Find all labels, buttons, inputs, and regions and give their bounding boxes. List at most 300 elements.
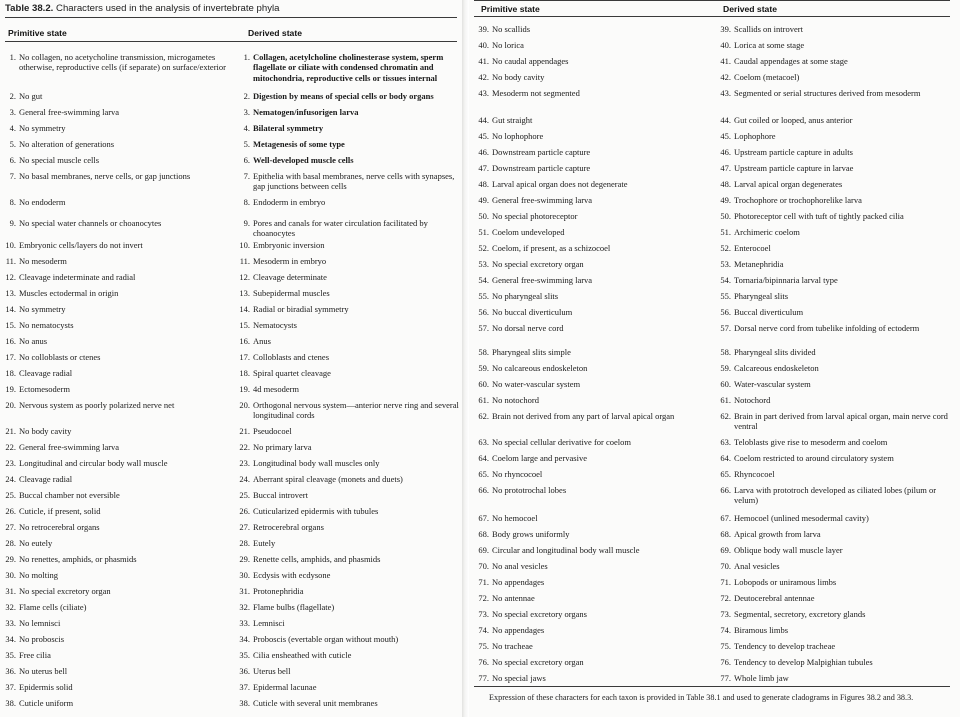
primitive-state-text: Nervous system as poorly polarized nerve net xyxy=(19,400,175,410)
primitive-state-cell xyxy=(473,485,711,495)
character-number: 6. xyxy=(9,155,16,165)
primitive-state-cell xyxy=(0,666,235,676)
character-number: 71. xyxy=(478,577,489,587)
derived-state-text: Uterus bell xyxy=(253,666,291,676)
character-number: 60. xyxy=(720,379,731,389)
primitive-state-text: Cuticle uniform xyxy=(19,698,74,708)
primitive-state-text: No renettes, amphids, or phasmids xyxy=(19,554,137,564)
derived-state-text: Digestion by means of special cells or body organs xyxy=(253,91,434,101)
character-number: 61. xyxy=(478,395,489,405)
character-number: 33. xyxy=(239,618,250,628)
character-number: 47. xyxy=(720,163,731,173)
primitive-state-text: No special cellular derivative for coelom xyxy=(492,437,632,447)
derived-state-text: Whole limb jaw xyxy=(734,673,789,683)
derived-state-text: Larva with prototroch developed as ciliated lobes (pilum or velum) xyxy=(734,485,937,506)
derived-state-cell xyxy=(234,272,459,282)
derived-state-text: Spiral quartet cleavage xyxy=(253,368,331,378)
primitive-state-text: No special excretory organ xyxy=(492,259,584,269)
character-number: 21. xyxy=(239,426,250,436)
character-number: 38. xyxy=(239,698,250,708)
character-number: 9. xyxy=(9,218,16,228)
derived-state-text: Biramous limbs xyxy=(734,625,789,635)
primitive-state-text: Larval apical organ does not degenerate xyxy=(492,179,628,189)
character-number: 19. xyxy=(239,384,250,394)
character-number: 14. xyxy=(5,304,16,314)
primitive-state-text: No dorsal nerve cord xyxy=(492,323,564,333)
primitive-state-text: No special photoreceptor xyxy=(492,211,578,221)
right-derived-state-header: Derived state xyxy=(723,4,777,14)
primitive-state-text: No lemnisci xyxy=(19,618,61,628)
derived-state-text: Coelom (metacoel) xyxy=(734,72,800,82)
primitive-state-cell xyxy=(473,577,711,587)
primitive-state-text: Cleavage radial xyxy=(19,474,73,484)
derived-state-text: Photoreceptor cell with tuft of tightly packed cilia xyxy=(734,211,904,221)
character-number: 53. xyxy=(720,259,731,269)
character-number: 12. xyxy=(5,272,16,282)
character-number: 43. xyxy=(478,88,489,98)
right-header-rule xyxy=(474,16,950,17)
derived-state-text: Enterocoel xyxy=(734,243,771,253)
derived-state-text: 4d mesoderm xyxy=(253,384,300,394)
primitive-state-text: General free-swimming larva xyxy=(492,195,593,205)
derived-state-cell xyxy=(234,650,459,660)
derived-state-cell xyxy=(715,131,953,141)
header-rule xyxy=(5,41,457,42)
primitive-state-text: No buccal diverticulum xyxy=(492,307,573,317)
primitive-state-text: No symmetry xyxy=(19,123,66,133)
primitive-state-text: General free-swimming larva xyxy=(19,107,120,117)
derived-state-text: Pharyngeal slits xyxy=(734,291,789,301)
primitive-state-text: No anus xyxy=(19,336,48,346)
primitive-state-text: No lophophore xyxy=(492,131,544,141)
derived-state-text: Segmental, secretory, excretory glands xyxy=(734,609,866,619)
derived-state-cell xyxy=(234,304,459,314)
primitive-state-text: Muscles ectodermal in origin xyxy=(19,288,119,298)
primitive-state-text: No anal vesicles xyxy=(492,561,548,571)
derived-state-cell xyxy=(715,307,953,317)
right-top-rule xyxy=(474,0,950,1)
character-number: 45. xyxy=(478,131,489,141)
character-number: 59. xyxy=(720,363,731,373)
derived-state-text: Flame bulbs (flagellate) xyxy=(253,602,335,612)
primitive-state-cell xyxy=(0,256,235,266)
derived-state-text: Deutocerebral antennae xyxy=(734,593,815,603)
primitive-state-cell xyxy=(0,288,235,298)
primitive-state-cell xyxy=(0,240,235,250)
primitive-state-cell xyxy=(0,490,235,500)
derived-state-cell xyxy=(234,506,459,516)
derived-state-cell xyxy=(715,195,953,205)
derived-state-cell xyxy=(234,474,459,484)
character-number: 26. xyxy=(239,506,250,516)
derived-state-header: Derived state xyxy=(248,28,302,38)
derived-state-cell xyxy=(234,320,459,330)
derived-state-text: Bilateral symmetry xyxy=(253,123,324,133)
primitive-state-text: No basal membranes, nerve cells, or gap junctions xyxy=(19,171,191,181)
character-number: 68. xyxy=(720,529,731,539)
primitive-state-text: No scallids xyxy=(492,24,531,34)
primitive-state-cell xyxy=(473,131,711,141)
primitive-state-cell xyxy=(0,538,235,548)
character-number: 60. xyxy=(478,379,489,389)
primitive-state-cell xyxy=(0,474,235,484)
character-number: 62. xyxy=(478,411,489,421)
derived-state-text: Upstream particle capture in adults xyxy=(734,147,853,157)
derived-state-cell xyxy=(234,155,459,165)
primitive-state-text: No water-vascular system xyxy=(492,379,581,389)
primitive-state-cell xyxy=(473,513,711,523)
primitive-state-text: No tracheae xyxy=(492,641,533,651)
derived-state-text: Segmented or serial structures derived from mesoderm xyxy=(734,88,921,98)
primitive-state-cell xyxy=(473,307,711,317)
primitive-state-text: No notochord xyxy=(492,395,539,405)
derived-state-text: Buccal introvert xyxy=(253,490,308,500)
primitive-state-text: No colloblasts or ctenes xyxy=(19,352,101,362)
derived-state-text: Buccal diverticulum xyxy=(734,307,804,317)
derived-state-text: Upstream particle capture in larvae xyxy=(734,163,854,173)
character-number: 29. xyxy=(5,554,16,564)
primitive-state-cell xyxy=(473,395,711,405)
character-number: 3. xyxy=(243,107,250,117)
primitive-state-text: Longitudinal and circular body wall muscle xyxy=(19,458,168,468)
derived-state-cell xyxy=(234,171,459,192)
derived-state-text: Epidermal lacunae xyxy=(253,682,317,692)
primitive-state-cell xyxy=(473,56,711,66)
character-number: 38. xyxy=(5,698,16,708)
derived-state-text: Water-vascular system xyxy=(734,379,811,389)
character-number: 72. xyxy=(720,593,731,603)
derived-state-cell xyxy=(715,453,953,463)
character-number: 65. xyxy=(478,469,489,479)
derived-state-text: Caudal appendages at some stage xyxy=(734,56,848,66)
derived-state-text: Proboscis (evertable organ without mouth) xyxy=(253,634,399,644)
derived-state-cell xyxy=(234,368,459,378)
character-number: 34. xyxy=(239,634,250,644)
primitive-state-text: Flame cells (ciliate) xyxy=(19,602,87,612)
primitive-state-cell xyxy=(473,24,711,34)
primitive-state-cell xyxy=(0,522,235,532)
primitive-state-text: Coelom large and pervasive xyxy=(492,453,587,463)
derived-state-cell xyxy=(234,698,459,708)
derived-state-text: Cuticularized epidermis with tubules xyxy=(253,506,379,516)
derived-state-cell xyxy=(715,577,953,587)
derived-state-text: Subepidermal muscles xyxy=(253,288,330,298)
character-number: 26. xyxy=(5,506,16,516)
character-number: 66. xyxy=(478,485,489,495)
character-number: 44. xyxy=(478,115,489,125)
derived-state-cell xyxy=(715,211,953,221)
primitive-state-cell xyxy=(473,411,711,421)
primitive-state-text: No prototrochal lobes xyxy=(492,485,567,495)
character-number: 41. xyxy=(478,56,489,66)
derived-state-text: No primary larva xyxy=(253,442,312,452)
character-number: 42. xyxy=(478,72,489,82)
primitive-state-cell xyxy=(473,657,711,667)
bottom-rule xyxy=(474,686,950,687)
primitive-state-text: Gut straight xyxy=(492,115,533,125)
derived-state-text: Trochophore or trochophorelike larva xyxy=(734,195,862,205)
primitive-state-cell xyxy=(473,179,711,189)
derived-state-cell xyxy=(234,682,459,692)
derived-state-cell xyxy=(715,259,953,269)
character-number: 49. xyxy=(478,195,489,205)
primitive-state-text: No special excretory organ xyxy=(19,586,111,596)
primitive-state-text: No antennae xyxy=(492,593,535,603)
primitive-state-text: No alteration of generations xyxy=(19,139,115,149)
character-number: 6. xyxy=(243,155,250,165)
derived-state-cell xyxy=(715,529,953,539)
primitive-state-cell xyxy=(473,363,711,373)
primitive-state-text: No special water channels or choanocytes xyxy=(19,218,162,228)
primitive-state-header: Primitive state xyxy=(8,28,67,38)
derived-state-text: Orthogonal nervous system—anterior nerve ring and several longitudinal cords xyxy=(253,400,459,421)
derived-state-cell xyxy=(234,197,459,207)
table-caption xyxy=(5,3,279,14)
derived-state-cell xyxy=(234,288,459,298)
primitive-state-cell xyxy=(0,618,235,628)
character-number: 18. xyxy=(239,368,250,378)
derived-state-text: Teloblasts give rise to mesoderm and coelom xyxy=(734,437,888,447)
primitive-state-text: Cleavage indeterminate and radial xyxy=(19,272,136,282)
primitive-state-cell xyxy=(0,586,235,596)
derived-state-cell xyxy=(234,634,459,644)
derived-state-cell xyxy=(234,458,459,468)
character-number: 73. xyxy=(478,609,489,619)
character-number: 58. xyxy=(720,347,731,357)
primitive-state-text: No mesoderm xyxy=(19,256,67,266)
character-number: 47. xyxy=(478,163,489,173)
derived-state-text: Anus xyxy=(253,336,271,346)
character-number: 17. xyxy=(5,352,16,362)
primitive-state-cell xyxy=(473,163,711,173)
character-number: 50. xyxy=(478,211,489,221)
primitive-state-cell xyxy=(0,506,235,516)
table-title: Characters used in the analysis of invertebrate phyla xyxy=(56,3,280,14)
character-number: 42. xyxy=(720,72,731,82)
derived-state-cell xyxy=(715,227,953,237)
derived-state-text: Apical growth from larva xyxy=(734,529,821,539)
character-number: 4. xyxy=(243,123,250,133)
primitive-state-text: Pharyngeal slits simple xyxy=(492,347,571,357)
derived-state-cell xyxy=(234,442,459,452)
derived-state-cell xyxy=(234,352,459,362)
character-number: 70. xyxy=(720,561,731,571)
character-number: 67. xyxy=(478,513,489,523)
primitive-state-text: Free cilia xyxy=(19,650,51,660)
character-number: 27. xyxy=(239,522,250,532)
derived-state-text: Metagenesis of some type xyxy=(253,139,345,149)
primitive-state-text: Coelom, if present, as a schizocoel xyxy=(492,243,611,253)
derived-state-cell xyxy=(715,291,953,301)
primitive-state-cell xyxy=(0,634,235,644)
primitive-state-text: Brain not derived from any part of larval apical organ xyxy=(492,411,675,421)
character-number: 19. xyxy=(5,384,16,394)
primitive-state-cell xyxy=(473,195,711,205)
character-number: 50. xyxy=(720,211,731,221)
primitive-state-text: Cleavage radial xyxy=(19,368,73,378)
character-number: 74. xyxy=(720,625,731,635)
primitive-state-cell xyxy=(0,458,235,468)
derived-state-text: Dorsal nerve cord from tubelike infolding of ectoderm xyxy=(734,323,920,333)
character-number: 22. xyxy=(239,442,250,452)
derived-state-text: Protonephridia xyxy=(253,586,304,596)
primitive-state-cell xyxy=(473,323,711,333)
derived-state-cell xyxy=(234,139,459,149)
derived-state-text: Nematogen/infusorigen larva xyxy=(253,107,359,117)
character-number: 37. xyxy=(239,682,250,692)
primitive-state-cell xyxy=(473,115,711,125)
primitive-state-text: No calcareous endoskeleton xyxy=(492,363,588,373)
character-number: 75. xyxy=(720,641,731,651)
character-number: 51. xyxy=(478,227,489,237)
character-number: 12. xyxy=(239,272,250,282)
derived-state-cell xyxy=(234,538,459,548)
derived-state-text: Aberrant spiral cleavage (monets and duets) xyxy=(253,474,403,484)
derived-state-cell xyxy=(234,91,459,101)
primitive-state-cell xyxy=(473,545,711,555)
primitive-state-text: No special excretory organs xyxy=(492,609,587,619)
character-number: 44. xyxy=(720,115,731,125)
character-number: 72. xyxy=(478,593,489,603)
primitive-state-text: No hemocoel xyxy=(492,513,538,523)
character-number: 46. xyxy=(720,147,731,157)
primitive-state-cell xyxy=(0,682,235,692)
primitive-state-cell xyxy=(473,275,711,285)
primitive-state-cell xyxy=(0,698,235,708)
derived-state-text: Tornaria/bipinnaria larval type xyxy=(734,275,838,285)
character-number: 74. xyxy=(478,625,489,635)
character-number: 20. xyxy=(5,400,16,410)
character-number: 1. xyxy=(243,52,250,62)
primitive-state-cell xyxy=(473,561,711,571)
character-number: 64. xyxy=(478,453,489,463)
character-number: 10. xyxy=(5,240,16,250)
derived-state-cell xyxy=(715,411,953,432)
character-number: 13. xyxy=(239,288,250,298)
derived-state-text: Embryonic inversion xyxy=(253,240,325,250)
character-number: 46. xyxy=(478,147,489,157)
primitive-state-cell xyxy=(0,197,235,207)
derived-state-cell xyxy=(715,641,953,651)
character-number: 54. xyxy=(478,275,489,285)
derived-state-cell xyxy=(715,593,953,603)
primitive-state-text: Cuticle, if present, solid xyxy=(19,506,101,516)
character-number: 14. xyxy=(239,304,250,314)
primitive-state-cell xyxy=(0,107,235,117)
derived-state-text: Coelom restricted to around circulatory system xyxy=(734,453,894,463)
character-number: 52. xyxy=(720,243,731,253)
left-page xyxy=(0,0,462,717)
character-number: 40. xyxy=(720,40,731,50)
character-number: 2. xyxy=(9,91,16,101)
character-number: 15. xyxy=(5,320,16,330)
primitive-state-cell xyxy=(473,673,711,683)
primitive-state-cell xyxy=(473,437,711,447)
primitive-state-text: No special muscle cells xyxy=(19,155,100,165)
character-number: 48. xyxy=(720,179,731,189)
primitive-state-text: No caudal appendages xyxy=(492,56,569,66)
derived-state-cell xyxy=(234,522,459,532)
character-number: 15. xyxy=(239,320,250,330)
derived-state-cell xyxy=(715,363,953,373)
derived-state-text: Rhyncocoel xyxy=(734,469,775,479)
derived-state-cell xyxy=(715,379,953,389)
derived-state-text: Metanephridia xyxy=(734,259,784,269)
character-number: 32. xyxy=(5,602,16,612)
derived-state-cell xyxy=(715,115,953,125)
primitive-state-cell xyxy=(473,453,711,463)
primitive-state-cell xyxy=(0,570,235,580)
primitive-state-text: No lorica xyxy=(492,40,524,50)
derived-state-text: Pseudocoel xyxy=(253,426,292,436)
character-number: 28. xyxy=(239,538,250,548)
derived-state-text: Gut coiled or looped, anus anterior xyxy=(734,115,853,125)
character-number: 11. xyxy=(239,256,250,266)
derived-state-cell xyxy=(234,256,459,266)
top-rule xyxy=(5,17,457,18)
character-number: 73. xyxy=(720,609,731,619)
primitive-state-cell xyxy=(0,139,235,149)
character-number: 9. xyxy=(243,218,250,228)
character-number: 77. xyxy=(478,673,489,683)
derived-state-text: Epithelia with basal membranes, nerve cells with synapses, gap junctions between cells xyxy=(253,171,455,192)
character-number: 23. xyxy=(239,458,250,468)
primitive-state-text: General free-swimming larva xyxy=(492,275,593,285)
primitive-state-cell xyxy=(0,426,235,436)
character-number: 30. xyxy=(5,570,16,580)
derived-state-text: Ecdysis with ecdysone xyxy=(253,570,331,580)
character-number: 57. xyxy=(720,323,731,333)
derived-state-text: Lobopods or uniramous limbs xyxy=(734,577,837,587)
primitive-state-text: No symmetry xyxy=(19,304,66,314)
character-number: 61. xyxy=(720,395,731,405)
primitive-state-cell xyxy=(473,211,711,221)
primitive-state-text: No special excretory organ xyxy=(492,657,584,667)
primitive-state-text: Circular and longitudinal body wall muscle xyxy=(492,545,640,555)
character-number: 54. xyxy=(720,275,731,285)
primitive-state-cell xyxy=(473,88,711,98)
derived-state-cell xyxy=(234,240,459,250)
character-number: 16. xyxy=(239,336,250,346)
character-number: 66. xyxy=(720,485,731,495)
derived-state-cell xyxy=(715,609,953,619)
derived-state-text: Lorica at some stage xyxy=(734,40,805,50)
character-number: 33. xyxy=(5,618,16,628)
derived-state-text: Pores and canals for water circulation facilitated by choanocytes xyxy=(253,218,428,239)
character-number: 8. xyxy=(243,197,250,207)
primitive-state-text: No eutely xyxy=(19,538,53,548)
right-page xyxy=(469,0,960,717)
primitive-state-text: No appendages xyxy=(492,625,545,635)
character-number: 55. xyxy=(720,291,731,301)
character-number: 13. xyxy=(5,288,16,298)
derived-state-cell xyxy=(234,666,459,676)
character-number: 16. xyxy=(5,336,16,346)
character-number: 22. xyxy=(5,442,16,452)
derived-state-text: Radial or biradial symmetry xyxy=(253,304,349,314)
primitive-state-text: No rhyncocoel xyxy=(492,469,543,479)
derived-state-cell xyxy=(234,490,459,500)
derived-state-cell xyxy=(715,147,953,157)
derived-state-cell xyxy=(234,426,459,436)
derived-state-cell xyxy=(715,469,953,479)
character-number: 23. xyxy=(5,458,16,468)
character-number: 68. xyxy=(478,529,489,539)
derived-state-text: Archimeric coelom xyxy=(734,227,800,237)
derived-state-cell xyxy=(715,485,953,506)
primitive-state-cell xyxy=(473,259,711,269)
character-number: 20. xyxy=(239,400,250,410)
